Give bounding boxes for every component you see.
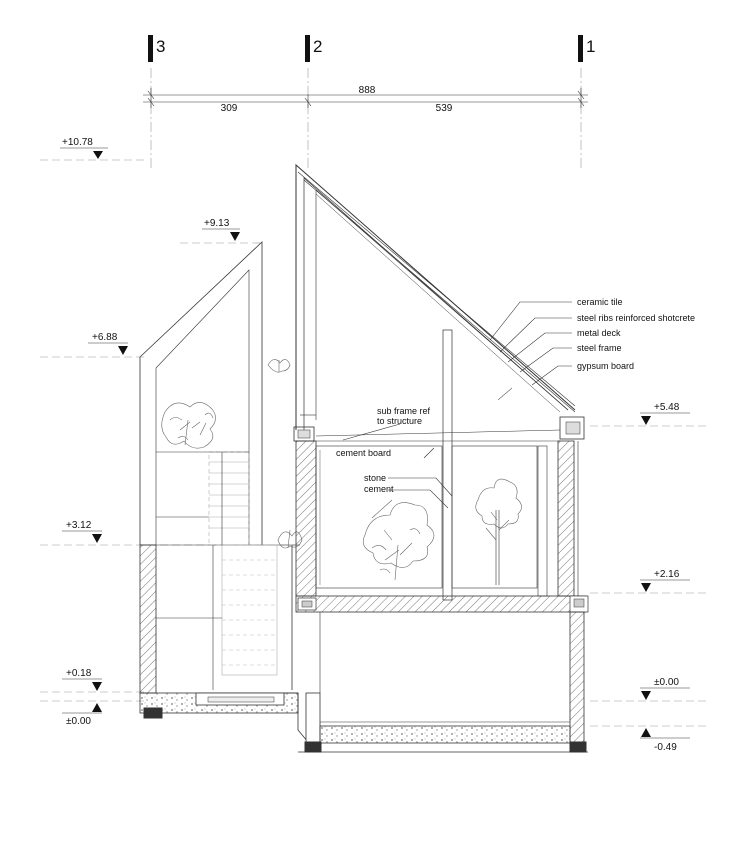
annotation-gypsum-board: gypsum board — [577, 361, 635, 371]
left-wall-lower — [140, 545, 156, 693]
level-216-label: +2.16 — [654, 569, 680, 580]
annotation-stone: stone — [364, 473, 387, 483]
dimension-total: 888 — [358, 85, 376, 96]
level-marker-000-right — [590, 677, 710, 701]
annotation-sub-frame-line2: to structure — [377, 416, 423, 426]
annotation-metal-deck: metal deck — [577, 328, 621, 338]
level-marker-1078 — [40, 137, 148, 160]
annotation-ceramic-tile: ceramic tile — [577, 297, 623, 307]
grid-axis-3-label: 3 — [156, 37, 166, 56]
level-913-label: +9.13 — [204, 218, 230, 229]
grid-axis-1-label: 1 — [586, 37, 596, 56]
left-gable-outline — [140, 242, 262, 545]
grid-axes — [148, 35, 595, 168]
annotation-sub-frame-line1: sub frame ref — [377, 406, 431, 416]
main-roof-outer — [296, 165, 575, 430]
level-548-label: +5.48 — [654, 402, 680, 413]
lower-right-wall — [570, 612, 584, 747]
lower-left-wall — [306, 693, 320, 743]
grid-axis-1-marker — [578, 35, 583, 62]
level-marker-548 — [590, 402, 710, 426]
main-left-wall — [296, 441, 316, 596]
level-312-label: +3.12 — [66, 520, 92, 531]
level-marker-312 — [40, 520, 300, 545]
annotation-steel-frame: steel frame — [577, 343, 622, 353]
level-marker-000-left — [40, 701, 148, 727]
main-foundation — [320, 726, 570, 743]
lower-stair — [222, 545, 277, 675]
left-building — [140, 242, 320, 742]
level-marker-018 — [40, 668, 148, 692]
plant-left-upper — [162, 402, 216, 448]
dimension-right-span: 539 — [435, 103, 453, 114]
level-018-label: +0.18 — [66, 668, 92, 679]
level-marker-688 — [40, 332, 148, 357]
level-000-right-label: ±0.00 — [654, 677, 679, 688]
level-049-label: -0.49 — [654, 742, 677, 753]
grid-axis-3-marker — [148, 35, 153, 62]
level-1078-label: +10.78 — [62, 137, 93, 148]
main-right-wall — [558, 441, 574, 596]
level-000-left-label: ±0.00 — [66, 716, 91, 727]
floor-slab — [296, 596, 586, 612]
annotation-cement: cement — [364, 484, 394, 494]
level-688-label: +6.88 — [92, 332, 118, 343]
plant-left-roof — [268, 359, 290, 372]
annotation-cement-board: cement board — [336, 448, 392, 458]
level-marker-049 — [590, 726, 710, 753]
annotation-steel-ribs: steel ribs reinforced shotcrete — [577, 313, 696, 323]
upper-stair — [209, 452, 249, 545]
plant-main-left — [363, 500, 434, 580]
main-building — [294, 165, 588, 752]
level-marker-216 — [590, 569, 710, 593]
grid-axis-2-label: 2 — [313, 37, 323, 56]
dimension-left-span: 309 — [220, 103, 238, 114]
grid-axis-2-marker — [305, 35, 310, 62]
central-column — [443, 330, 452, 600]
level-marker-913 — [180, 218, 262, 243]
plant-main-right — [476, 388, 522, 585]
